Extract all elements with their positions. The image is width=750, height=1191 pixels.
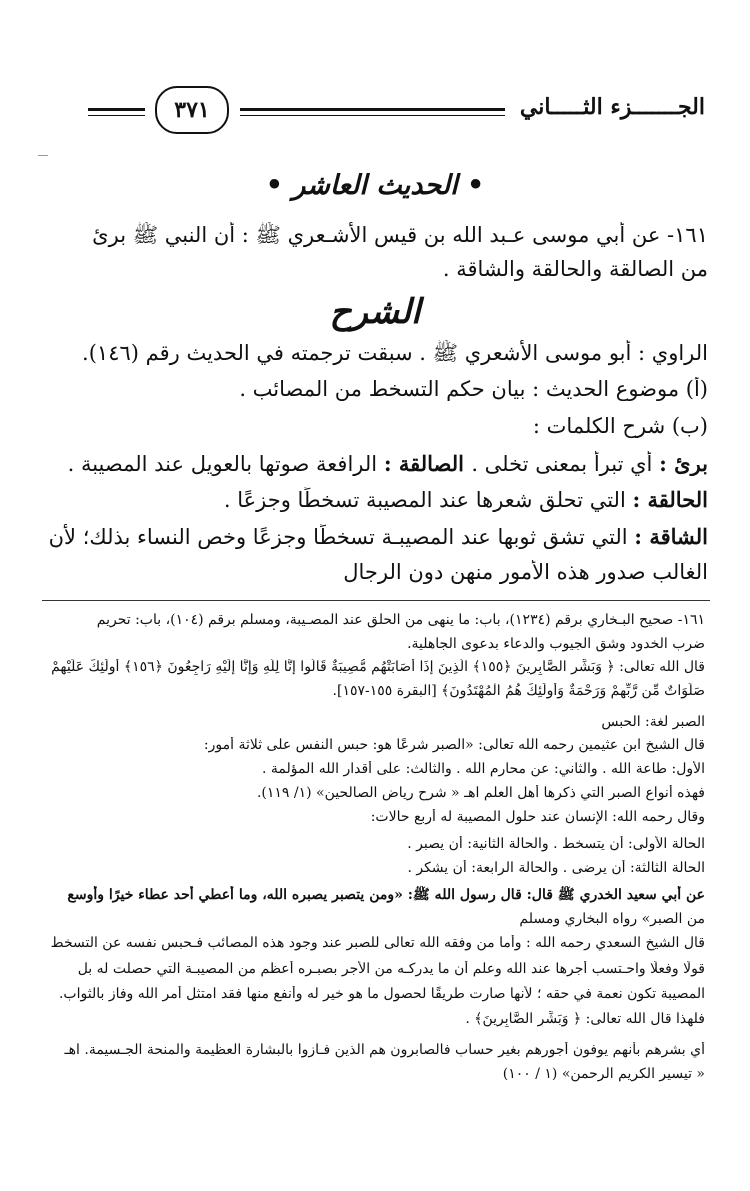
footnote-line: فهذه أنواع الصبر التي ذكرها أهل العلم اهـ « شرح رياض الصالحين» (١/ ١١٩). <box>256 785 705 801</box>
footnote-line: الصبر لغة: الحبس <box>601 714 705 730</box>
header-rule-right <box>240 108 505 111</box>
shaqqa-term: الشاقة : <box>634 524 708 549</box>
footnote-line: قال الشيخ السعدي رحمه الله : وأما من وفقه الله تعالى للصبر عند وجود هذه المصائب فـحبس نفسه عن التسخط <box>50 935 705 951</box>
sharh-title: الشرح <box>329 292 421 332</box>
footnote-line: قولًا وفعلًا واحـتسب أجرها عند الله وعلم أن ما يدركـه من الأجر بصبـره أعظم من المصيبـة التي حصلت له بل <box>77 961 705 977</box>
footnote-line: من الصبر» رواه البخاري ومسلم <box>519 911 705 927</box>
footnote-line: المصيبة تكون نعمة في حقه ؛ لأنها صارت طريقًا لحصول ما هو خير له وأنفع منها فقد امتثل أمر الله وفاز بالثواب. <box>58 986 705 1002</box>
footnote-line: الحالة الأولى: أن يتسخط . والحالة الثانية: أن يصبر . <box>407 836 705 852</box>
haliqa-text: التي تحلق شعرها عند المصيبة تسخطًا وجزعًا . <box>223 488 633 512</box>
rawi-line: الراوي : أبو موسى الأشعري ﷺ . سبقت ترجمته في الحديث رقم (١٤٦). <box>82 341 708 365</box>
hadith-line-2: من الصالقة والحالقة والشاقة . <box>442 257 708 281</box>
footnote-separator <box>42 600 710 601</box>
saliqa-text: الرافعة صوتها بالعويل عند المصيبة . <box>67 452 384 476</box>
haliqa-line <box>43 487 708 512</box>
footnote-line: « تيسير الكريم الرحمن» (١ / ١٠٠) <box>502 1066 705 1082</box>
hadith-title: • الحديث العاشر • <box>265 170 485 201</box>
shaqqa-line <box>43 524 708 549</box>
haliqa-term: الحالقة : <box>632 487 708 512</box>
footnote-line: عن أبي سعيد الخدري ﷺ قال: قال رسول الله ﷺ: «ومن يتصبر يصبره الله، وما أعطي أحد عطاء خيرًا وأوسع <box>67 887 705 903</box>
saliqa-term: الصالقة : <box>383 451 472 476</box>
page-number: ٣٧١ <box>155 86 229 134</box>
footnote-line: ١٦١- صحيح البـخاري برقم (١٢٣٤)، باب: ما ينهى من الحلق عند المصـيبة، ومسلم برقم (١٠٤)، باب: تحريم <box>96 612 705 628</box>
bari-term: برئ : <box>659 451 708 476</box>
footnote-line: الأول: طاعة الله . والثاني: عن محارم الله . والثالث: على أقدار الله المؤلمة . <box>262 761 705 777</box>
shaqqa-continuation: الغالب صدور هذه الأمور منهن دون الرجال <box>343 560 708 584</box>
footnote-line: أي بشرهم بأنهم يوفون أجورهم بغير حساب فالصابرون هم الذين فـازوا بالبشارة العظيمة والمنحة الجـسيمة. اهـ <box>64 1042 705 1058</box>
hadith-line-1: ١٦١- عن أبي موسى عـبد الله بن قيس الأشـعري ﷺ : أن النبي ﷺ برئ <box>92 223 708 247</box>
scan-mark <box>38 155 48 156</box>
bari-line <box>43 451 708 476</box>
footnote-line: الحالة الثالثة: أن يرضى . والحالة الرابعة: أن يشكر . <box>407 860 705 876</box>
header-rule-left-thin <box>88 115 145 116</box>
part-title: الجـــــــزء الثـــــاني <box>519 94 705 120</box>
page-header <box>80 82 705 142</box>
bari-text: أي تبرأ بمعنى تخلى . <box>471 452 660 476</box>
topic-line: (أ) موضوع الحديث : بيان حكم التسخط من المصائب . <box>239 377 708 401</box>
footnote-line: ضرب الخدود وشق الجيوب والدعاء بدعوى الجاهلية. <box>407 636 705 652</box>
words-heading: (ب) شرح الكلمات : <box>532 414 708 438</box>
header-rule-right-thin <box>240 115 505 116</box>
footnote-line: وقال رحمه الله: الإنسان عند حلول المصيبة له أربع حالات: <box>370 809 705 825</box>
header-rule-left <box>88 108 145 111</box>
footnote-line: فلهذا قال الله تعالى: ﴿ وَبَشِّرِ الصَّابِرِينَ﴾ . <box>465 1011 705 1027</box>
footnote-line: صَلَوَاتٌ مِّن رَّبِّهِمْ وَرَحْمَةٌ وَأُولَٰئِكَ هُمُ الْمُهْتَدُونَ﴾ [البقرة ١٥٥-١٥٧]. <box>332 683 705 699</box>
footnote-line: قال الشيخ ابن عثيمين رحمه الله تعالى: «الصبر شرعًا هو: حبس النفس على ثلاثة أمور: <box>203 737 705 753</box>
footnote-line: قال الله تعالى: ﴿ وَبَشِّرِ الصَّابِرِينَ ﴿١٥٥﴾ الَّذِينَ إِذَا أَصَابَتْهُم مُّصِيبَةٌ قَالُوا إِنَّا لِلَّهِ وَإِنَّا إِلَيْهِ رَاجِعُونَ ﴿١٥٦﴾ أُولَٰئِكَ عَلَيْهِمْ <box>51 659 705 675</box>
shaqqa-text: التي تشق ثوبها عند المصيبـة تسخطًا وجزعًا وخص النساء بذلك؛ لأن <box>48 525 635 549</box>
